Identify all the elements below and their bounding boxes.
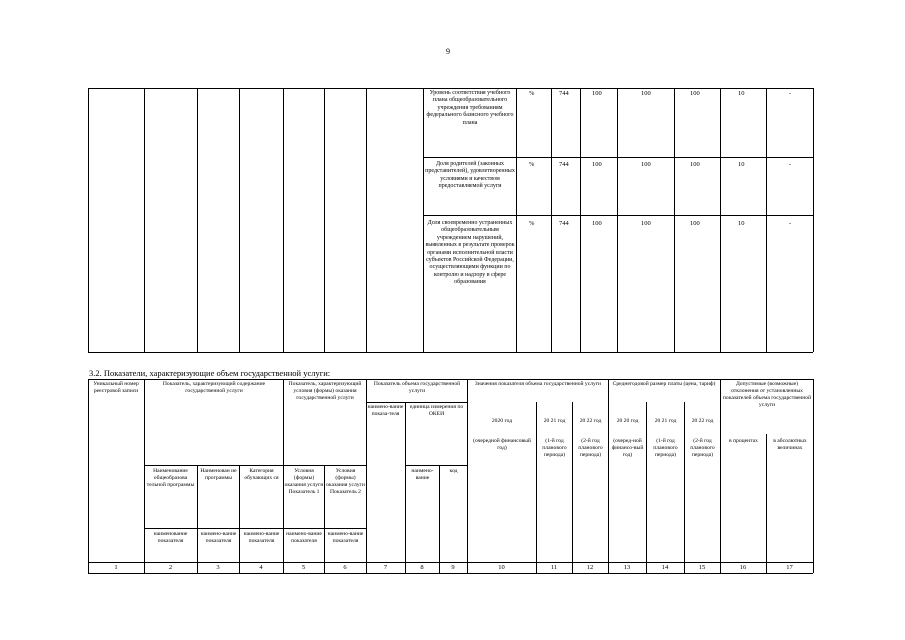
header-category: Категория обучающих ся bbox=[244, 468, 279, 481]
subheader-indicator: наименование показателя bbox=[153, 531, 188, 544]
column-number: 12 bbox=[586, 564, 594, 571]
column-number: 14 bbox=[661, 564, 669, 571]
column-number: 13 bbox=[623, 564, 631, 571]
header-year-2020: 2020 год bbox=[491, 418, 513, 424]
column-number: 9 bbox=[451, 564, 455, 571]
header-price-2021: 20 21 год bbox=[654, 418, 677, 424]
column-number: 17 bbox=[786, 564, 793, 571]
okei-cell: 744 bbox=[559, 90, 569, 97]
header-price-2020-note: (очеред-ной финансо-вый год) bbox=[611, 438, 644, 458]
value-cell: 100 bbox=[690, 90, 700, 97]
column-number: 6 bbox=[343, 564, 347, 571]
indicator-name: Уровень соответствия учебного плана общеобразовательного учреждения требованиям федерального базисного учебного плана bbox=[426, 90, 514, 126]
header-year-2020-note: (очередной финансовый год) bbox=[473, 438, 531, 451]
value-cell: 100 bbox=[690, 220, 700, 227]
section-title: 3.2. Показатели, характеризующие объем государственной услуги: bbox=[89, 368, 331, 378]
value-cell: - bbox=[789, 90, 792, 97]
subheader-indicator: наимено-вание показателя bbox=[327, 531, 364, 544]
unit-cell: % bbox=[529, 90, 535, 97]
header-price-2020: 20 20 год bbox=[616, 418, 639, 424]
column-number: 3 bbox=[216, 564, 220, 571]
value-cell: 100 bbox=[641, 90, 651, 97]
indicator-name: Доля родителей (законных представителей), удовлетворенных условиями и качеством предоставляемой услуги bbox=[425, 161, 515, 190]
header-year-2021: 20 21 год bbox=[543, 418, 566, 424]
okei-cell: 744 bbox=[559, 161, 569, 168]
column-number: 8 bbox=[420, 564, 424, 571]
value-cell: 100 bbox=[592, 161, 602, 168]
header-deviations: Допустимые (возможные) отклонения от установленных показателей объема государственной услуги bbox=[722, 381, 812, 408]
header-year-2022-note: (2-й год планового периода) bbox=[578, 438, 603, 458]
unit-cell: % bbox=[529, 220, 535, 227]
header-unit-name: наимено-вание bbox=[411, 468, 434, 481]
column-number: 7 bbox=[383, 564, 388, 571]
header-price-2022-note: (2-й год планового периода) bbox=[690, 438, 715, 458]
column-number: 2 bbox=[168, 564, 173, 571]
value-cell: - bbox=[789, 220, 792, 227]
header-unit-code: код bbox=[449, 468, 458, 474]
column-number: 11 bbox=[550, 564, 558, 571]
header-volume-name: наимено-вание показа-теля bbox=[367, 404, 404, 417]
unit-cell: % bbox=[529, 161, 535, 168]
header-program-name: Наименование общеобразова тельной программы bbox=[146, 468, 195, 488]
header-unique-number: Уникальный номер реестровой записи bbox=[93, 381, 139, 394]
column-number: 4 bbox=[259, 564, 263, 571]
header-price-2021-note: (1-й год планового периода) bbox=[653, 438, 678, 458]
header-average-price: Среднегодовой размер платы (цена, тариф) bbox=[612, 381, 716, 387]
value-cell: 100 bbox=[641, 220, 651, 227]
subheader-indicator: наимено-вание показателя bbox=[200, 531, 237, 544]
column-number: 1 bbox=[114, 564, 118, 571]
header-unit-okei: единица измерения по ОКЕИ bbox=[409, 404, 464, 417]
value-cell: - bbox=[789, 161, 792, 168]
value-cell: 100 bbox=[690, 161, 700, 168]
value-cell: 10 bbox=[738, 220, 745, 227]
header-volume-indicator: Показатель объема государственной услуги bbox=[373, 381, 461, 394]
value-cell: 100 bbox=[592, 90, 602, 97]
header-year-2021-note: (1-й год планового периода) bbox=[542, 438, 567, 458]
page-number: 9 bbox=[446, 47, 450, 56]
indicator-name: Доля своевременно устраненных общеобразовательным учреждением нарушений, выявленных в результате проверок органами исполнительной власти субъектов Российской Федерации, осуществляющими функции по контролю и надзору в сфере образования bbox=[425, 220, 515, 286]
header-price-2022: 20 22 год bbox=[691, 418, 714, 424]
subheader-indicator: наимено-вание показателя bbox=[243, 531, 280, 544]
header-absolute: в абсолютных величинах bbox=[773, 438, 807, 451]
column-number: 5 bbox=[301, 564, 306, 571]
value-cell: 10 bbox=[738, 90, 745, 97]
column-number: 15 bbox=[698, 564, 706, 571]
header-content: Показатель, характеризующий содержание государственной услуги bbox=[162, 381, 266, 394]
subheader-indicator: наимено-вание показателя bbox=[286, 531, 322, 544]
column-number: 16 bbox=[739, 564, 747, 571]
header-conditions: Показатель, характеризующий условия (формы) оказания государственной услуги bbox=[288, 381, 362, 401]
header-volume-values: Значения показателя объема государственной услуги bbox=[474, 381, 602, 387]
okei-cell: 744 bbox=[559, 220, 569, 227]
value-cell: 100 bbox=[592, 220, 602, 227]
header-form-1: Условия (формы) оказания услуги Показатель 1 bbox=[284, 468, 324, 495]
value-cell: 10 bbox=[738, 161, 745, 168]
header-form-2: Условия (формы) оказания услуги Показатель 2 bbox=[326, 468, 365, 495]
column-number: 10 bbox=[498, 564, 505, 571]
header-year-2022: 20 22 год bbox=[579, 418, 602, 424]
value-cell: 100 bbox=[641, 161, 651, 168]
header-percent: в процентах bbox=[729, 438, 758, 444]
header-programs: Наименован ие программы bbox=[200, 468, 237, 481]
